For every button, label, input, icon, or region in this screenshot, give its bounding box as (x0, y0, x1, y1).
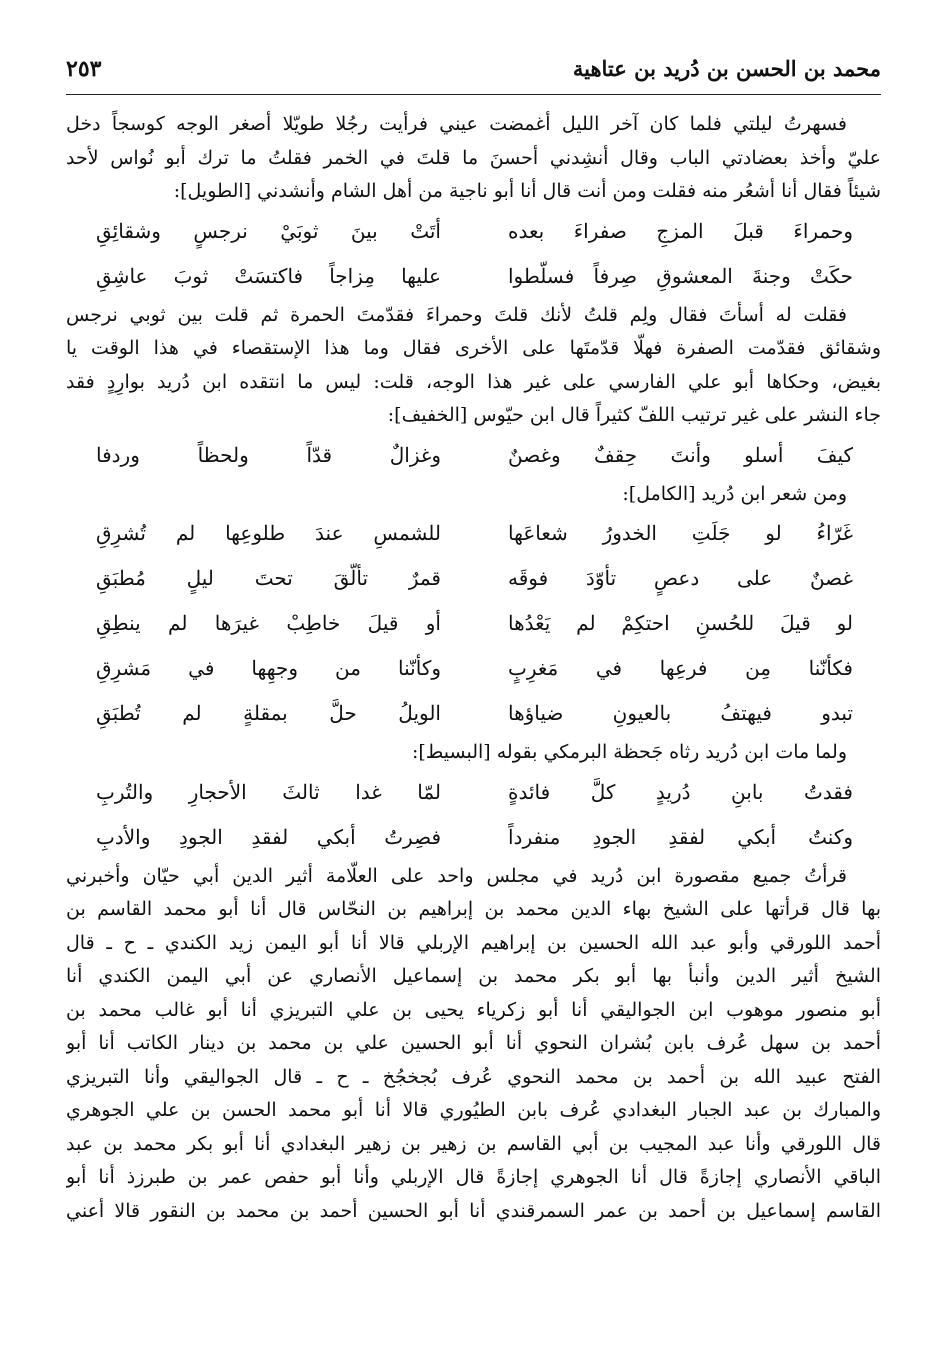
verse-second-hemistich: وكأنّنا من وجهِها في مَشرِقِ (96, 656, 441, 680)
poem-verse (66, 601, 881, 646)
verse-second-hemistich: للشمسِ عندَ طلوعِها لم تُشرِقِ (96, 521, 441, 545)
verse-second-hemistich: أتَتْ بينَ ثوبَيْ نرجسٍ وشقائِقِ (96, 218, 441, 243)
prose-line: فسهرتُ ليلتي فلما كان آخر الليل أغمضت عيني فرأيت رجُلا طويّلا أصغر الوجه كوسجاً دخل (66, 113, 847, 135)
page-header (66, 52, 881, 90)
prose-line: أبو منصور موهوب ابن الجواليقي أنا أبو زكرياء يحيى بن علي التبريزي أنا أبو غالب محمد بن (66, 998, 881, 1021)
poem-verse (66, 556, 881, 601)
verse-first-hemistich: حكَتْ وجنةَ المعشوقِ صِرفاً فسلّطوا (508, 263, 853, 288)
poem-verse (66, 433, 881, 478)
poem-verse (66, 815, 881, 860)
running-title: محمد بن الحسن بن دُريد بن عتاهية (572, 56, 881, 81)
prose-line: عليّ وأخذ بعضادتي الباب وقال أنشِدني أحسنَ ما قلتَ في الخمر فقلتُ ما ترك أبو نُواس لأحد (66, 146, 881, 169)
prose-line: والمبارك بن عبد الجبار البغدادي عُرف بابن الطيُوري قالا أنا أبو محمد الحسن بن علي الجوهري (66, 1099, 881, 1121)
poem-verse (66, 511, 881, 556)
prose-line: الفتح عبيد الله بن أحمد بن محمد النحوي عُرف بُجخجُخ ـ ح ـ قال الجواليقي وأنا التبريزي (66, 1065, 881, 1088)
prose-line: ومن شعر ابن دُريد [الكامل]: (622, 482, 847, 505)
prose-line: الشيخ أثير الدين وأنبأ بها أبو بكر محمد بن إسماعيل الأنصاري عن أبي اليمن الكندي أنا (66, 965, 881, 987)
verse-first-hemistich: كيفَ أسلو وأنتَ حِقفٌ وغصنٌ (508, 442, 853, 467)
poem-verse (66, 646, 881, 691)
prose-line: ولما مات ابن دُريد رثاه جَحظة البرمكي بقوله [البسيط]: (411, 741, 847, 763)
verse-first-hemistich: غَرّاءُ لو جَلَتِ الخدورُ شعاعَها (508, 521, 853, 545)
prose-line: أحمد اللورقي وأبو عبد الله الحسين بن إبراهيم الإربلي قالا أنا أبو اليمن زيد الكندي ـ ح ـ قال (66, 931, 881, 954)
verse-first-hemistich: وكنتُ أبكي لفقدِ الجودِ منفرداً (508, 824, 853, 849)
verse-first-hemistich: فكأنّنا مِن فرعِها في مَغرِبٍ (508, 656, 853, 680)
page-number: ٢٥٣ (66, 56, 102, 82)
poem-verse (66, 254, 881, 299)
prose-line: قال اللورقي وأنا عبد المجيب بن أبي القاسم بن زهير بن زهير البغدادي أنا أبو بكر محمد بن عبد (66, 1132, 881, 1155)
verse-second-hemistich: فصِرتُ أبكي لفقدِ الجودِ والأدبِ (96, 824, 441, 849)
prose-line: شيئاً فقال أنا أشعُر منه فقلت ومن أنت قال أنا أبو ناجية من أهل الشام وأنشدني [الطويل]: (173, 180, 881, 202)
verse-second-hemistich: قمرٌ تألّقَ تحتَ ليلٍ مُطبَقِ (96, 566, 441, 590)
prose-line: بغيض، وحكاها أبو علي الفارسي على غير هذا الوجه، قلت: ليس ما انتقده ابن دُريد بوارِدٍ فقد (66, 370, 881, 393)
poem-verse (66, 209, 881, 254)
header-rule (66, 94, 881, 95)
prose-line: أحمد بن سهل عُرف بابن بُشران النحوي أنا أبو الحسين علي بن محمد بن دينار الكاتب أنا أبو (66, 1032, 881, 1054)
verse-second-hemistich: عليها مِزاجاً فاكتسَتْ ثوبَ عاشِقِ (96, 263, 441, 288)
verse-second-hemistich: لمّا غدا ثالثَ الأحجارِ والتُربِ (96, 779, 441, 804)
verse-first-hemistich: غصنٌ على دعصٍ تأوّدَ فوقَه (508, 566, 853, 590)
verse-second-hemistich: وغزالٌ قدّاً ولحظاً وردفا (96, 442, 441, 467)
verse-first-hemistich: وحمراءَ قبلَ المزجِ صفراءَ بعده (508, 218, 853, 243)
verse-first-hemistich: فقدتُ بابنِ دُريدٍ كلَّ فائدةٍ (508, 779, 853, 804)
body-text (66, 108, 881, 1228)
verse-second-hemistich: أو قيلَ خاطِبْ غيرَها لم ينطِقِ (96, 611, 441, 635)
verse-second-hemistich: الويلُ حلَّ بمقلةٍ لم تُطبَقِ (96, 701, 441, 725)
prose-line: بها قال قرأتها على الشيخ بهاء الدين محمد بن إبراهيم بن النحّاس قال أنا أبو محمد القاسم بن (66, 898, 881, 920)
verse-first-hemistich: لو قيلَ للحُسنِ احتكِمْ لم يَعْدُها (508, 611, 853, 635)
prose-line: الباقي الأنصاري إجازةً قال أنا الجوهري إجازةً قال الإربلي وأنا أبو حفص عمر بن طبرزذ أنا أبو (66, 1166, 881, 1188)
poem-verse (66, 691, 881, 736)
verse-first-hemistich: تبدو فيهتفُ بالعيونِ ضياؤها (508, 701, 853, 725)
prose-line: فقلت له أسأتَ فقال ولِم قلتُ لأنك قلتَ وحمراءَ فقدّمتَ الحمرة ثم قلت بين ثوبي نرجس (66, 303, 847, 326)
prose-line: جاء النشر على غير ترتيب اللفّ كثيراً قال ابن حيّوس [الخفيف]: (387, 404, 881, 426)
poem-verse (66, 770, 881, 815)
prose-line: القاسم إسماعيل بن أحمد بن عمر السمرقندي أنا أبو الحسين أحمد بن محمد بن النقور قالا أعني (66, 1199, 881, 1222)
prose-line: قرأتُ جميع مقصورة ابن دُريد في مجلس واحد على العلّامة أثير الدين أبي حيّان وأخبرني (66, 864, 847, 887)
prose-line: وشقائق فقدّمت الصفرة فهلّا قدّمتَها على الأخرى فقال وما هذا الإستقصاء في هذا الوقت يا (66, 337, 881, 359)
